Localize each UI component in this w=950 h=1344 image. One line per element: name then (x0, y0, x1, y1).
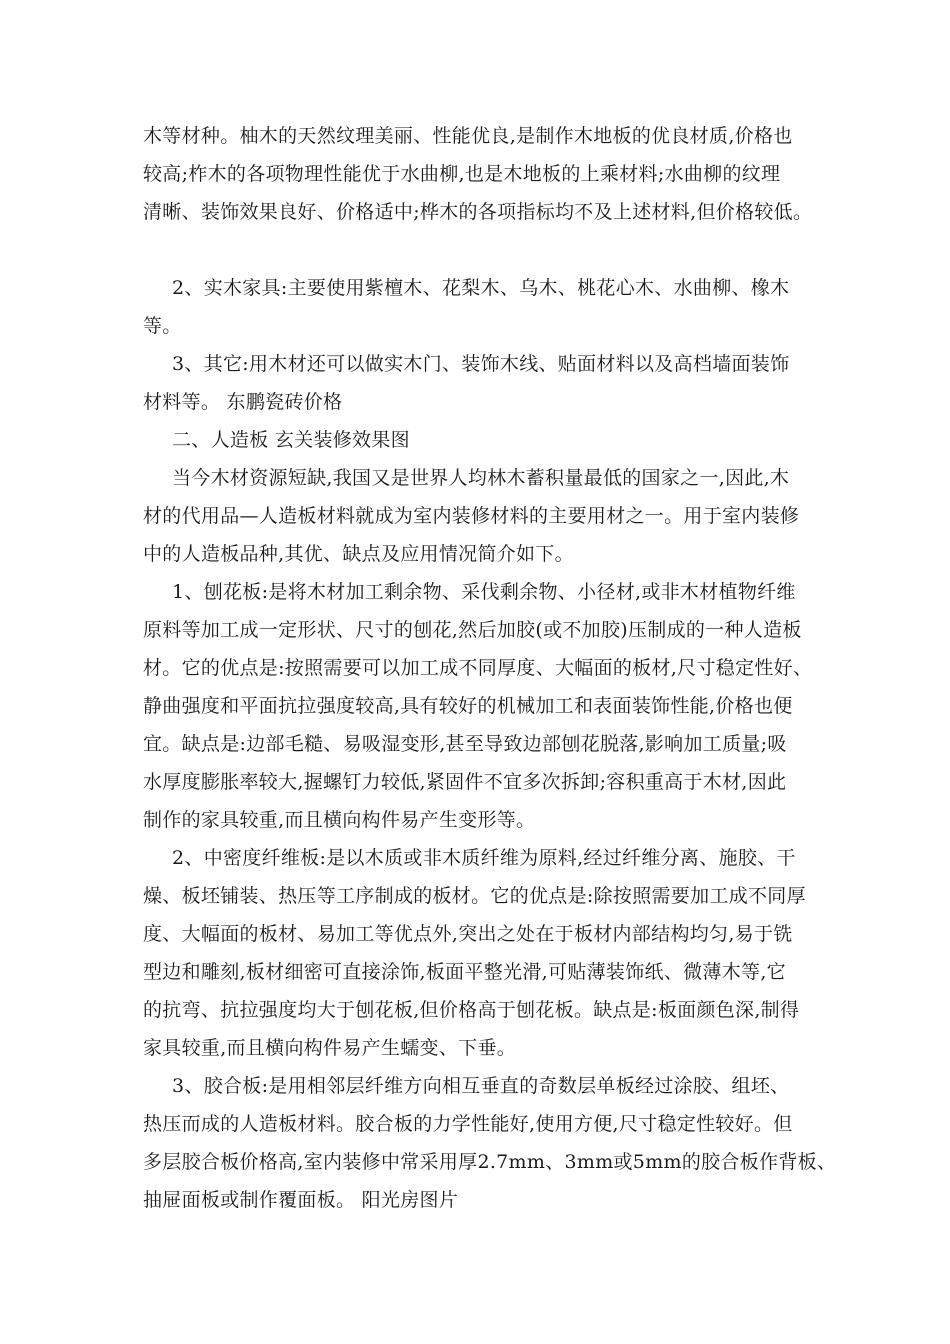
text-line: 2、实木家具:主要使用紫檀木、花梨木、乌木、桃花心木、水曲柳、橡木 (172, 277, 790, 299)
text-line: 3、其它:用木材还可以做实木门、装饰木线、贴面材料以及高档墙面装饰 (172, 353, 790, 375)
text-line: 的抗弯、抗拉强度均大于刨花板,但价格高于刨花板。缺点是:板面颜色深,制得 (143, 999, 800, 1021)
text-line: 家具较重,而且横向构件易产生蠕变、下垂。 (143, 1037, 517, 1059)
text-line: 度、大幅面的板材、易加工等优点外,突出之处在于板材内部结构均匀,易于铣 (143, 923, 793, 945)
text-line: 中的人造板品种,其优、缺点及应用情况简介如下。 (143, 543, 574, 565)
text-line: 清晰、装饰效果良好、价格适中;桦木的各项指标均不及上述材料,但价格较低。 (143, 201, 813, 223)
text-line: 燥、板坯铺装、热压等工序制成的板材。它的优点是:除按照需要加工成不同厚 (143, 885, 806, 907)
text-line: 等。 (143, 315, 182, 337)
text-line: 型边和雕刻,板材细密可直接涂饰,板面平整光滑,可贴薄装饰纸、微薄木等,它 (143, 961, 786, 983)
text-line: 制作的家具较重,而且横向构件易产生变形等。 (143, 809, 536, 831)
text-line: 水厚度膨胀率较大,握螺钉力较低,紧固件不宜多次拆卸;容积重高于木材,因此 (143, 771, 787, 793)
text-line: 2、中密度纤维板:是以木质或非木质纤维为原料,经过纤维分离、施胶、干 (172, 847, 796, 869)
text-line: 1、刨花板:是将木材加工剩余物、采伐剩余物、小径材,或非木材植物纤维 (172, 581, 796, 603)
section-heading: 二、人造板 玄关装修效果图 (172, 429, 410, 451)
text-line: 宜。缺点是:边部毛糙、易吸湿变形,甚至导致边部刨花脱落,影响加工质量;吸 (143, 733, 787, 755)
text-line: 原料等加工成一定形状、尺寸的刨花,然后加胶(或不加胶)压制成的一种人造板 (143, 619, 802, 641)
text-line: 热压而成的人造板材料。胶合板的力学性能好,使用方便,尺寸稳定性较好。但 (143, 1113, 793, 1135)
text-line: 材。它的优点是:按照需要可以加工成不同厚度、大幅面的板材,尺寸稳定性好、 (143, 657, 813, 679)
text-line: 多层胶合板价格高,室内装修中常采用厚2.7mm、3mm或5mm的胶合板作背板、 (143, 1151, 837, 1173)
text-line: 材料等。 东鹏瓷砖价格 (143, 391, 343, 413)
text-line: 木等材种。柚木的天然纹理美丽、性能优良,是制作木地板的优良材质,价格也 (143, 125, 793, 147)
text-line: 静曲强度和平面抗拉强度较高,具有较好的机械加工和表面装饰性能,价格也便 (143, 695, 793, 717)
text-line: 较高;柞木的各项物理性能优于水曲柳,也是木地板的上乘材料;水曲柳的纹理 (143, 163, 781, 185)
text-line: 材的代用品—人造板材料就成为室内装修材料的主要用材之一。用于室内装修 (143, 505, 800, 527)
text-line: 3、胶合板:是用相邻层纤维方向相互垂直的奇数层单板经过涂胶、组坯、 (172, 1075, 790, 1097)
text-line: 抽屉面板或制作覆面板。 阳光房图片 (143, 1189, 459, 1211)
text-line: 当今木材资源短缺,我国又是世界人均林木蓄积量最低的国家之一,因此,木 (172, 467, 790, 489)
